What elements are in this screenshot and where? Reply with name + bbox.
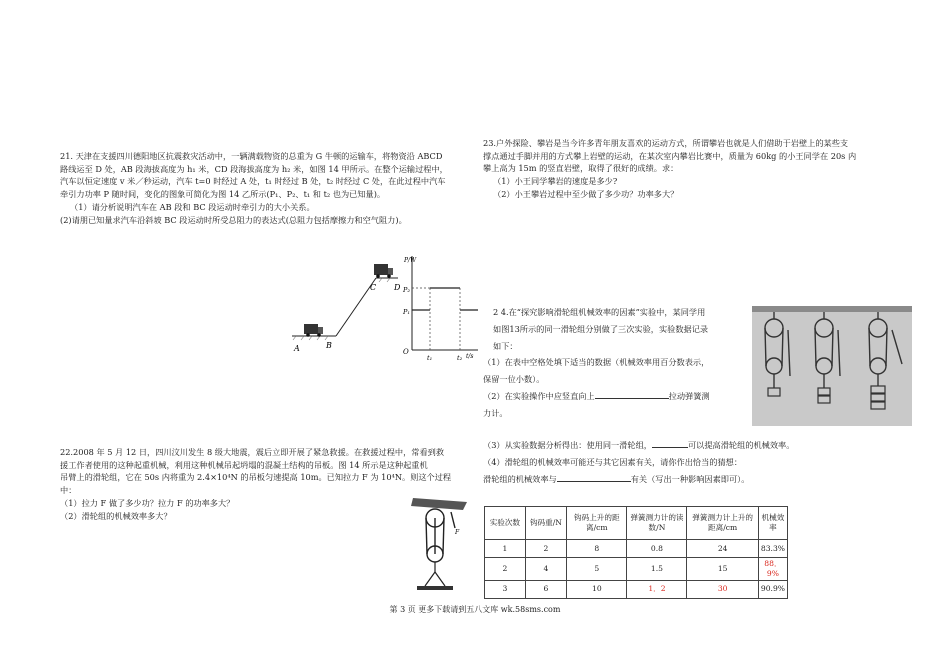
q22-part-2: （2）滑轮组的机械效率多大？ bbox=[60, 510, 172, 521]
label-b: B bbox=[326, 341, 332, 350]
table-header: 钩码重/N bbox=[525, 507, 566, 540]
table-cell: 8 bbox=[567, 540, 627, 558]
p-axis-label: P/W bbox=[404, 257, 417, 264]
table-cell: 15 bbox=[687, 558, 758, 581]
label-d: D bbox=[394, 283, 401, 292]
t1-label: t₁ bbox=[427, 354, 433, 362]
table-row bbox=[485, 580, 788, 598]
table-cell: 6 bbox=[525, 580, 566, 598]
q22-line: 22.2008 年 5 月 12 日，四川汶川发生 8 级大地震，震后立即开展了紧急救援。在救援过程中，常看到救 bbox=[60, 447, 445, 457]
pulley-photo bbox=[752, 306, 912, 426]
q24-part-2 bbox=[483, 388, 748, 405]
q23-line: 攀上高为 15m 的竖直岩壁，取得了很好的成绩。求： bbox=[483, 163, 679, 174]
t2-label: t₂ bbox=[457, 354, 463, 362]
table-cell: 1 bbox=[485, 540, 526, 558]
p2-label: P₂ bbox=[403, 286, 410, 294]
table-cell: 5 bbox=[567, 558, 627, 581]
q24-part-4: （4）滑轮组的机械效率可能还与其它因素有关，请你作出恰当的猜想： bbox=[483, 456, 743, 467]
force-f-label: F bbox=[455, 529, 460, 536]
q24-part-3-text: 可以提高滑轮组的机械效率。 bbox=[687, 440, 795, 450]
table-cell: 2 bbox=[525, 540, 566, 558]
table-cell: 4 bbox=[525, 558, 566, 581]
table-row bbox=[485, 558, 788, 581]
q24-part-2-text: （2）在实验操作中应竖直向上 bbox=[483, 391, 595, 402]
q23-line: 撑点通过手脚并用的方式攀上岩壁的运动，在某次室内攀岩比赛中，质量为 60kg 的小王同学在 20s 内 bbox=[483, 150, 857, 161]
table-header: 实验次数 bbox=[485, 507, 526, 540]
table-row bbox=[485, 540, 788, 558]
q22-line: 中： bbox=[60, 485, 77, 496]
table-header: 弹簧测力计上升的距离/cm bbox=[687, 507, 758, 540]
q22-part-1: （1）拉力 F 做了多少功？拉力 F 的功率多大？ bbox=[60, 497, 235, 508]
q21-line: 路线运至 D 处，AB 段海拔高度为 h₁ 米，CD 段海拔高度为 h₂ 米，如图 14 甲所示。在整个运输过程中， bbox=[60, 163, 448, 174]
q22-line: 吊臂上的滑轮组，它在 50s 内将重为 2.4×10⁴N 的吊板匀速提高 10m。已知拉力 F 为 10⁴N。则这个过程 bbox=[60, 472, 452, 483]
q21-line: 汽车以恒定速度 v 米／秒运动，汽车 t=0 时经过 A 处，t₁ 时经过 B 处，t₂ 时经过 C 处，在此过程中汽车 bbox=[60, 176, 446, 187]
q24-part-3-text: （3）从实验数据分析得出：使用同一滑轮组， bbox=[483, 440, 652, 450]
q24-line: 力计。 bbox=[483, 407, 508, 418]
table-header-row bbox=[485, 507, 788, 540]
label-a: A bbox=[294, 344, 300, 353]
t-axis-label: t/s bbox=[466, 353, 474, 360]
table-cell: 3 bbox=[485, 580, 526, 598]
q24-part-4-text: 滑轮组的机械效率与 bbox=[483, 473, 557, 484]
answer-blank[interactable] bbox=[595, 389, 669, 399]
q24-part-4-text: 有关（写出一种影响因素即可）。 bbox=[630, 473, 750, 484]
q24-part-1: （1）在表中空格处填下适当的数据（机械效率用百分数表示， bbox=[483, 357, 710, 368]
load-slab bbox=[417, 586, 453, 590]
crane-arm-icon bbox=[411, 498, 467, 510]
table-cell: 2 bbox=[485, 558, 526, 581]
answer-blank[interactable] bbox=[652, 438, 688, 448]
q21-line: 21. 天津在支援四川德阳地区抗震救灾活动中，一辆满载物资的总重为 G 牛顿的运输车，将物资沿 ABCD bbox=[60, 151, 443, 161]
truck-icon bbox=[304, 324, 323, 337]
origin-label: O bbox=[403, 348, 409, 356]
q24-part-3 bbox=[483, 437, 913, 454]
table-cell: 90.9% bbox=[758, 580, 787, 598]
q24-line: 如下： bbox=[493, 340, 518, 351]
table-cell: 83.3% bbox=[758, 540, 787, 558]
experiment-table bbox=[484, 506, 788, 599]
question-24 bbox=[483, 304, 748, 422]
table-header: 机械效率 bbox=[758, 507, 787, 540]
q21-part-2: (2)请朋已知量求汽车沿斜坡 BC 段运动时所受总阻力的表达式(总阻力包括摩擦力和空气阻力)。 bbox=[60, 214, 407, 225]
table-cell: 24 bbox=[687, 540, 758, 558]
answer-blank[interactable] bbox=[557, 472, 631, 482]
question-24-continued bbox=[483, 437, 913, 487]
q24-line: 2 4.在“探究影响滑轮组机械效率的因素”实验中，某同学用 bbox=[493, 307, 706, 317]
table-header: 钩码上升的距离/cm bbox=[567, 507, 627, 540]
label-c: C bbox=[370, 283, 377, 292]
q24-line: 保留一位小数）。 bbox=[483, 374, 545, 385]
table-cell: 10 bbox=[567, 580, 627, 598]
q21-part-1: （1）请分析说明汽车在 AB 段和 BC 段运动时牵引力的大小关系。 bbox=[70, 201, 315, 212]
hook-icon bbox=[425, 562, 445, 586]
p1-label: P₁ bbox=[403, 308, 410, 316]
q24-part-4-answer bbox=[483, 471, 913, 488]
page-footer: 第 3 页 更多下载请到五八文库 wk.58sms.com bbox=[389, 605, 561, 614]
question-23 bbox=[483, 137, 913, 201]
table-cell: 0.8 bbox=[627, 540, 687, 558]
crane-pulley-figure bbox=[405, 494, 475, 594]
table-cell-answer: 1．2 bbox=[627, 580, 687, 598]
table-cell: 1.5 bbox=[627, 558, 687, 581]
q24-line: 如图13所示的同一滑轮组分别做了三次实验，实验数据记录 bbox=[493, 323, 709, 334]
table-cell-answer: 30 bbox=[687, 580, 758, 598]
q21-line: 牵引力功率 P 随时间，变化的图象可简化为图 14 乙所示(P₁、P₂、t₁ 和 t₂ 也为已知量)。 bbox=[60, 189, 386, 200]
q23-part-2: （2）小王攀岩过程中至少做了多少功？功率多大？ bbox=[493, 188, 679, 199]
table-cell-answer: 88．9% bbox=[758, 558, 787, 581]
q23-part-1: （1）小王同学攀岩的速度是多少? bbox=[493, 176, 618, 187]
q24-part-2-text: 拉动弹簧测 bbox=[668, 391, 710, 402]
table-header: 弹簧测力计的读数/N bbox=[627, 507, 687, 540]
q23-line: 23.户外探险、攀岩是当今许多青年朋友喜欢的运动方式，所谓攀岩也就是人们借助于岩壁上的某些支 bbox=[483, 138, 849, 148]
q21-figure bbox=[290, 250, 480, 370]
pulley-block-icon bbox=[426, 509, 455, 562]
truck-icon bbox=[374, 264, 393, 278]
q22-line: 援工作者使用的这种起重机械，利用这种机械吊起坍塌的混凝土结构的吊板。图 14 所示是这种起重机 bbox=[60, 459, 428, 470]
question-21 bbox=[60, 150, 470, 226]
